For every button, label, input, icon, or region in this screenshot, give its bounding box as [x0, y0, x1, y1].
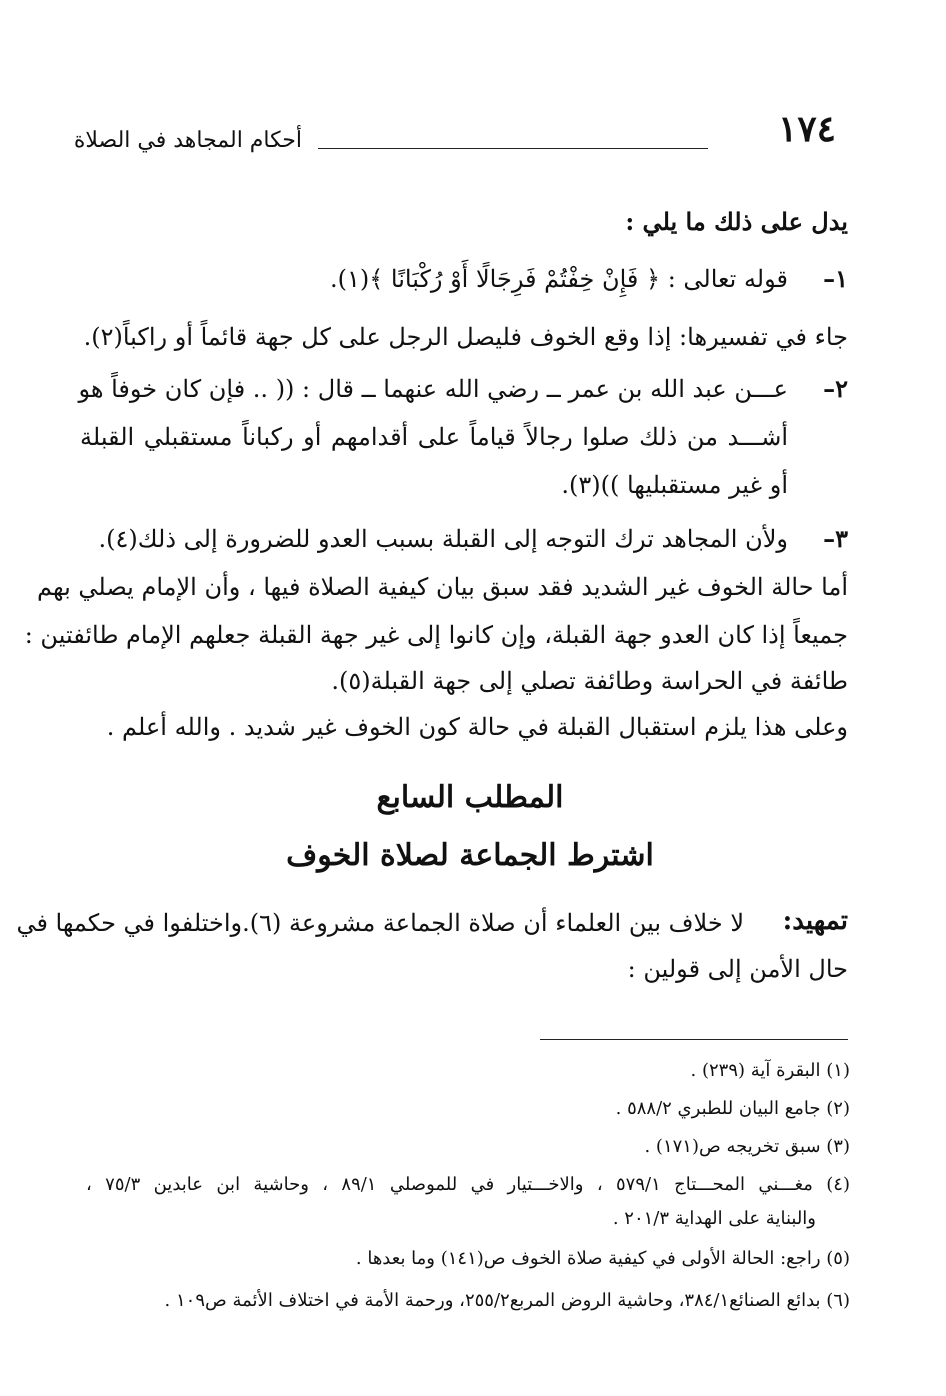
tamheed-line-2: حال الأمن إلى قولين :: [627, 955, 848, 983]
running-title: أحكام المجاهد في الصلاة: [73, 128, 302, 153]
item-2-line-3: أو غير مستقبليها ))(٣).: [561, 471, 788, 499]
tamheed-label: تمهيد:: [782, 906, 848, 936]
item-2-line-2: أشـــد من ذلك صلوا رجالاً قياماً على أقدامهم أو ركباناً مستقبلي القبلة: [80, 423, 788, 451]
item-1-text: قوله تعالى : ﴿ فَإِنْ خِفْتُمْ فَرِجَالًا أَوْ رُكْبَانًا ﴾(١).: [329, 265, 788, 293]
intro-line: يدل على ذلك ما يلي :: [625, 207, 848, 236]
conclusion-line: وعلى هذا يلزم استقبال القبلة في حالة كون الخوف غير شديد . والله أعلم .: [106, 713, 848, 741]
footnote-5: (٥) راجع: الحالة الأولى في كيفية صلاة الخوف ص(١٤١) وما بعدها .: [355, 1248, 850, 1269]
footnote-1: (١) البقرة آية (٢٣٩) .: [690, 1060, 850, 1081]
footnote-6: (٦) بدائع الصنائع٣٨٤/١، وحاشية الروض المربع٢٥٥/٢، ورحمة الأمة في اختلاف الأئمة ص١٠٩ .: [164, 1290, 850, 1311]
footnote-rule: [540, 1039, 848, 1040]
item-2-number: ٢–: [823, 374, 848, 403]
section-subheading: اشترط الجماعة لصلاة الخوف: [286, 838, 654, 873]
paragraph-line-2: جميعاً إذا كان العدو جهة القبلة، وإن كانوا إلى غير جهة القبلة جعلهم الإمام طائفتين :: [24, 621, 848, 649]
section-heading: المطلب السابع: [376, 780, 564, 815]
tamheed-line-1: لا خلاف بين العلماء أن صلاة الجماعة مشروعة (٦).واختلفوا في حكمها في: [16, 909, 744, 937]
footnote-2: (٢) جامع البيان للطبري ٥٨٨/٢ .: [615, 1098, 850, 1119]
paragraph-line-3: طائفة في الحراسة وطائفة تصلي إلى جهة القبلة(٥).: [331, 667, 848, 695]
footnote-4-continued: والبناية على الهداية ٢٠١/٣ .: [612, 1208, 816, 1229]
footnote-3: (٣) سبق تخريجه ص(١٧١) .: [644, 1136, 850, 1157]
footnote-4: (٤) مغـــني المحـــتاج ٥٧٩/١ ، والاخـــتيار في للموصلي ٨٩/١ ، وحاشية ابن عابدين ٧٥/٣ ،: [86, 1174, 850, 1195]
page-number: ١٧٤: [777, 108, 836, 150]
header-rule: [318, 148, 708, 149]
paragraph-line-1: أما حالة الخوف غير الشديد فقد سبق بيان كيفية الصلاة فيها ، وأن الإمام يصلي بهم: [37, 573, 848, 601]
item-3-text: ولأن المجاهد ترك التوجه إلى القبلة بسبب العدو للضرورة إلى ذلك(٤).: [98, 525, 788, 553]
item-1-tafsir: جاء في تفسيرها: إذا وقع الخوف فليصل الرجل على كل جهة قائماً أو راكباً(٢).: [83, 323, 848, 351]
item-2-line-1: عـــن عبد الله بن عمر ــ رضي الله عنهما ــ قال : (( .. فإن كان خوفاً هو: [78, 375, 788, 403]
item-1-number: ١–: [823, 264, 848, 293]
item-3-number: ٣–: [823, 524, 848, 553]
